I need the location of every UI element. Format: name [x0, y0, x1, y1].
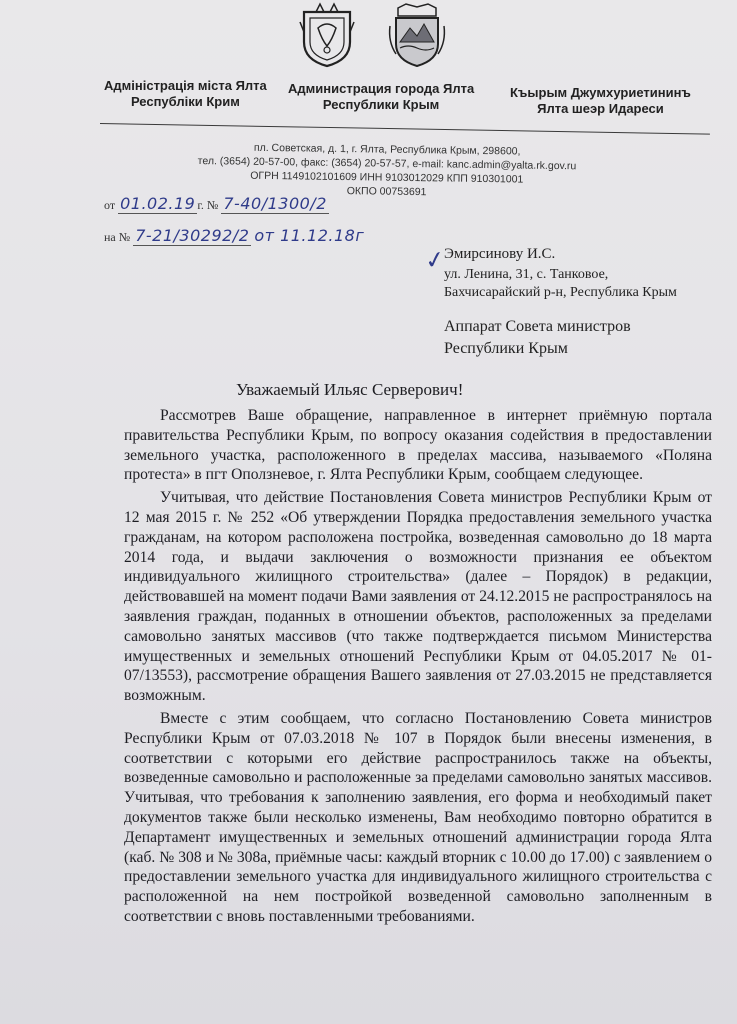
letter-body — [124, 406, 712, 930]
org-ct-line1: Къырым Джумхуриетининъ — [510, 85, 691, 100]
org-name-crimean-tatar — [510, 85, 691, 117]
org-ru-line2: Республики Крым — [322, 97, 440, 112]
from-number: 7-40/1300/2 — [223, 194, 327, 213]
recipient-address-line2: Бахчисарайский р-н, Республика Крым — [444, 285, 677, 300]
from-mid: г. № — [197, 198, 219, 212]
handwritten-check-icon: ✓ — [422, 246, 448, 276]
contact-block — [197, 140, 576, 201]
okpo-line: ОКПО 00753691 — [346, 185, 427, 199]
org-name-russian — [288, 81, 474, 113]
to-prefix: на № — [104, 230, 131, 244]
to-number: 7-21/30292/2 — [135, 226, 250, 245]
to-suffix: от 11.12.18г — [254, 226, 365, 245]
org-ru-line1: Администрация города Ялта — [288, 81, 475, 96]
registry-line: ОГРН 1149102101609 ИНН 9103012029 КПП 910301001 — [250, 169, 524, 186]
header-divider — [100, 123, 710, 135]
yalta-coat-of-arms-icon — [386, 2, 448, 68]
org-ua-line2: Республіки Крим — [130, 94, 240, 109]
recipient-name: Эмирсинову И.С. — [444, 246, 556, 262]
from-date: 01.02.19 — [120, 194, 196, 213]
incoming-reference — [104, 226, 364, 245]
salutation: Уважаемый Ильяс Серверович! — [236, 380, 464, 399]
org-ua-line1: Адміністрація міста Ялта — [104, 78, 267, 93]
crimea-coat-of-arms-icon — [296, 2, 358, 68]
outgoing-reference — [104, 194, 329, 213]
body-paragraph: Рассмотрев Ваше обращение, направленное в интернет приёмную портала правительства Республики Крым, по вопросу оказания содействия в предоставлении земельного участка, расположенного в пределах массива, называемого «Поляна протеста» в пгт Оползневое, г. Ялта Республики Крым, сообщаем следующее. — [124, 407, 712, 484]
phone-line: тел. (3654) 20-57-00, факс: (3654) 20-57-57, e-mail: kanc.admin@yalta.rk.gov.ru — [197, 154, 577, 173]
from-prefix: от — [104, 198, 116, 212]
recipient-org-line2: Республики Крым — [444, 340, 568, 357]
recipient-org-line1: Аппарат Совета министров — [444, 318, 631, 335]
body-paragraph: Вместе с этим сообщаем, что согласно Постановлению Совета министров Республики Крым от 07.03.2018 № 107 в Порядок были внесены изменения, в соответствии с которыми его действие распространилось также на объекты, возведенные самовольно и расположенные за пределами самовольно занятых массивов. Учитывая, что требования к заполнению заявления, его форма и необходимый пакет документов также были несколько изменены, Вам необходимо повторно обратится в Департамент имущественных и земельных отношений администрации города Ялта (каб. № 308 и № 308а, приёмные часы: каждый вторник с 10.00 до 17.00) с заявлением о предоставлении земельного участка для индивидуального жилищного строительства с расположенной на нем постройкой возведенной самовольно заполненным в соответствии с вновь поставленными требованиями. — [124, 709, 712, 925]
body-paragraph: Учитывая, что действие Постановления Совета министров Республики Крым от 12 мая 2015 г. № 252 «Об утверждении Порядка предоставления земельного участка гражданам, на котором расположена постройка, возведенная самовольно до 18 марта 2014 года, и выдачи заключения о возможности признания ее объектом индивидуального жилищного строительства» (далее – Порядок) в редакции, действовавшей на момент подачи Вами заявления от 24.12.2015 не распространялось на заявления граждан, поданных в отношении объектов, расположенных за пределами самовольно занятых массивов (что также подтверждается письмом Министерства имущественных и земельных отношений Республики Крым от 04.05.2017 № 01-07/13553), рассмотрение обращения Вашего заявления от 27.03.2015 не представляется возможным. — [124, 489, 712, 705]
recipient-address-line1: ул. Ленина, 31, с. Танковое, — [444, 267, 609, 282]
org-ct-line2: Ялта шеэр Идареси — [537, 101, 664, 116]
org-name-ukrainian — [104, 78, 267, 110]
address-line: пл. Советская, д. 1, г. Ялта, Республика Крым, 298600, — [253, 141, 521, 158]
